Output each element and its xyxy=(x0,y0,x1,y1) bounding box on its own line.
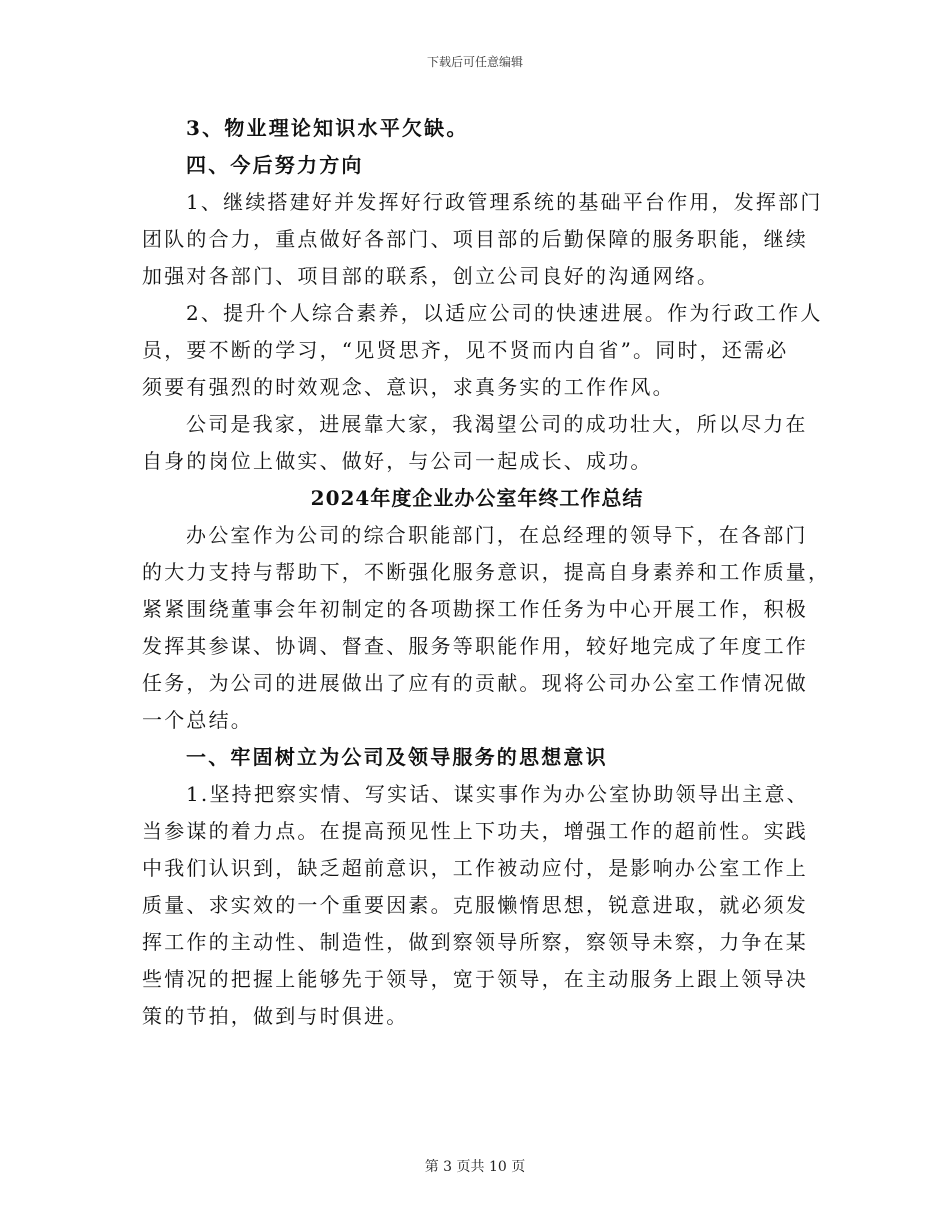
paragraph-line: 质量、求实效的一个重要因素。克服懒惰思想，锐意进取，就必须发 xyxy=(142,893,808,917)
paragraph-line: 加强对各部门、项目部的联系，创立公司良好的沟通网络。 xyxy=(142,264,720,288)
paragraph-line: 1.坚持把察实情、写实话、谋实事作为办公室协助领导出主意、 xyxy=(186,782,809,806)
page-footer: 第 3 页共 10 页 xyxy=(424,1159,526,1175)
document-title: 2024年度企业办公室年终工作总结 xyxy=(310,486,644,510)
paragraph-line: 一个总结。 xyxy=(142,708,253,732)
paragraph-line: 公司是我家，进展靠大家，我渴望公司的成功壮大，所以尽力在 xyxy=(186,412,808,436)
list-item-heading: 3、物业理论知识水平欠缺。 xyxy=(186,116,469,140)
paragraph-line: 须要有强烈的时效观念、意识，求真务实的工作作风。 xyxy=(142,375,675,399)
paragraph-line: 团队的合力，重点做好各部门、项目部的后勤保障的服务职能，继续 xyxy=(142,227,808,251)
paragraph-line: 些情况的把握上能够先于领导，宽于领导，在主动服务上跟上领导决 xyxy=(142,967,808,991)
paragraph-line: 中我们认识到，缺乏超前意识，工作被动应付，是影响办公室工作上 xyxy=(142,856,808,880)
paragraph-line: 2、提升个人综合素养，以适应公司的快速进展。作为行政工作人 xyxy=(186,301,823,325)
paragraph-line: 员，要不断的学习，“见贤思齐，见不贤而内自省”。同时，还需必 xyxy=(142,338,789,362)
paragraph-line: 办公室作为公司的综合职能部门，在总经理的领导下，在各部门 xyxy=(186,523,808,547)
paragraph-line: 任务，为公司的进展做出了应有的贡献。现将公司办公室工作情况做 xyxy=(142,671,808,695)
paragraph-line: 策的节拍，做到与时俱进。 xyxy=(142,1004,409,1028)
paragraph-line: 挥工作的主动性、制造性，做到察领导所察，察领导未察，力争在某 xyxy=(142,930,808,954)
document-body xyxy=(142,110,831,1035)
section-heading: 一、牢固树立为公司及领导服务的思想意识 xyxy=(186,745,608,769)
section-heading: 四、今后努力方向 xyxy=(186,153,364,177)
paragraph-line: 1、继续搭建好并发挥好行政管理系统的基础平台作用，发挥部门 xyxy=(186,190,823,214)
paragraph-line: 自身的岗位上做实、做好，与公司一起成长、成功。 xyxy=(142,449,653,473)
paragraph-line: 紧紧围绕董事会年初制定的各项勘探工作任务为中心开展工作，积极 xyxy=(142,597,808,621)
paragraph-line: 的大力支持与帮助下，不断强化服务意识，提高自身素养和工作质量， xyxy=(142,560,831,584)
paragraph-line: 发挥其参谋、协调、督查、服务等职能作用，较好地完成了年度工作 xyxy=(142,634,808,658)
paragraph-line: 当参谋的着力点。在提高预见性上下功夫，增强工作的超前性。实践 xyxy=(142,819,808,843)
page-header: 下载后可任意编辑 xyxy=(426,55,523,69)
